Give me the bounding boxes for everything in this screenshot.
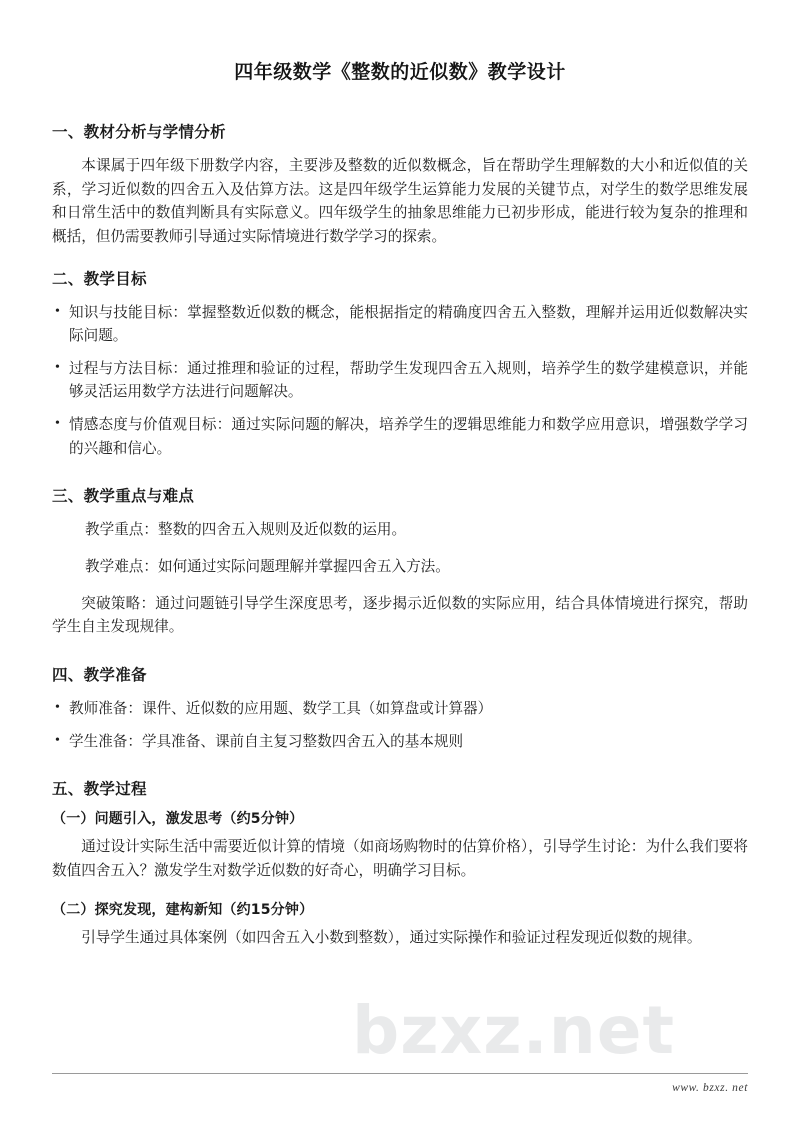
objectives-list <box>52 302 748 462</box>
step-subheading-1: （一）问题引入，激发思考（约5分钟） <box>52 811 304 828</box>
page-title: 四年级数学《整数的近似数》教学设计 <box>234 61 566 83</box>
watermark: bzxz.net <box>352 992 676 1069</box>
section-heading-2: 二、教学目标 <box>52 269 147 288</box>
section-heading-5: 五、教学过程 <box>52 780 147 799</box>
section-heading-4: 四、教学准备 <box>52 665 147 684</box>
section-heading-1: 一、教材分析与学情分析 <box>52 123 226 141</box>
section-heading-3: 三、教学重点与难点 <box>52 487 195 506</box>
footer-divider <box>52 1073 748 1074</box>
step-text-1: 通过设计实际生活中需要近似计算的情境（如商场购物时的估算价格），引导学生讨论：为什么我们要将数值四舍五入？激发学生对数学近似数的好奇心，明确学习目标。 <box>52 839 748 879</box>
key-point-strategy: 突破策略：通过问题链引导学生深度思考，逐步揭示近似数的实际应用，结合具体情境进行探究，帮助学生自主发现规律。 <box>52 595 748 636</box>
list-item: • 情感态度与价值观目标：通过实际问题的解决，培养学生的逻辑思维能力和数学应用意识，增强数学学习的兴趣和信心。 <box>52 414 748 461</box>
key-point-focus: 教学重点：整数的四舍五入规则及近似数的运用。 <box>85 522 407 539</box>
list-item: • 过程与方法目标：通过推理和验证的过程，帮助学生发现四舍五入规则，培养学生的数学建模意识，并能够灵活运用数学方法进行问题解决。 <box>52 358 748 405</box>
list-item: • 教师准备：课件、近似数的应用题、数学工具（如算盘或计算器） <box>52 698 748 722</box>
preparation-list <box>52 698 748 754</box>
list-item: • 学生准备：学具准备、课前自主复习整数四舍五入的基本规则 <box>52 731 748 755</box>
key-point-difficulty: 教学难点：如何通过实际问题理解并掌握四舍五入方法。 <box>85 559 450 576</box>
key-points-block <box>52 519 748 579</box>
document-content <box>52 0 748 950</box>
step-subheading-2: （二）探究发现，建构新知（约15分钟） <box>52 901 314 918</box>
step-text-2: 引导学生通过具体案例（如四舍五入小数到整数），通过实际操作和验证过程发现近似数的规律。 <box>81 929 702 946</box>
list-item: • 知识与技能目标：掌握整数近似数的概念，能根据指定的精确度四舍五入整数，理解并运用近似数解决实际问题。 <box>52 302 748 349</box>
footer-url: www. bzxz. net <box>672 1082 748 1094</box>
section-1-paragraph: 本课属于四年级下册数学内容，主要涉及整数的近似数概念，旨在帮助学生理解数的大小和近似值的关系，学习近似数的四舍五入及估算方法。这是四年级学生运算能力发展的关键节点，对学生的数学思维发展和日常生活中的数值判断具有实际意义。四年级学生的抽象思维能力已初步形成，能进行较为复杂的推理和概括，但仍需要教师引导通过实际情境进行数学学习的探索。 <box>52 158 748 245</box>
